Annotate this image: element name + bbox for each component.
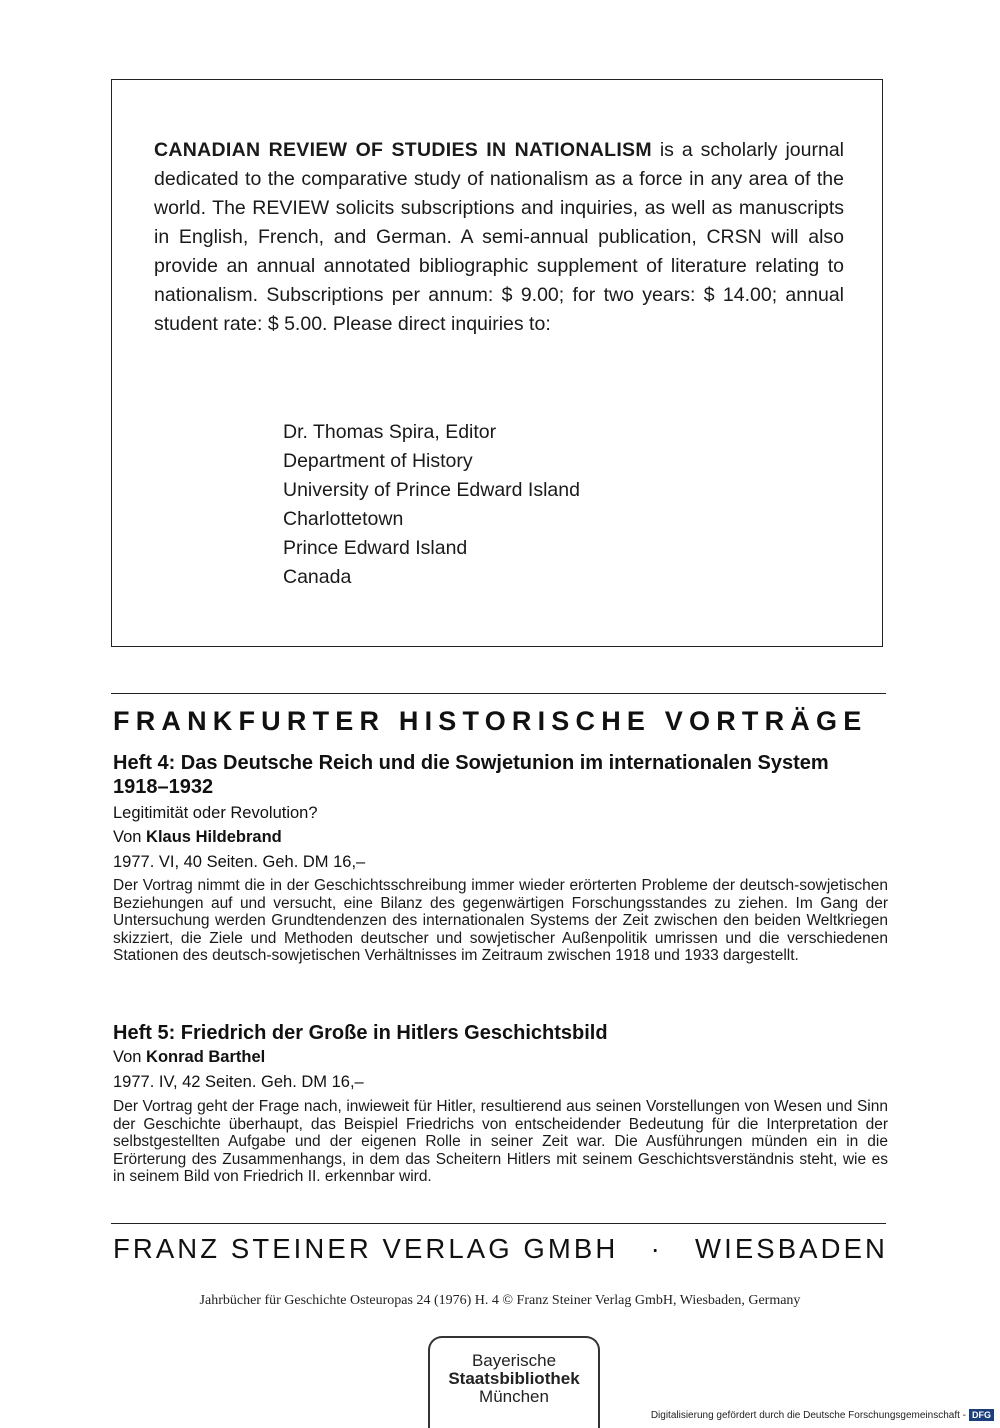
address-line: Dr. Thomas Spira, Editor xyxy=(283,421,497,443)
top-divider xyxy=(111,693,886,694)
journal-description: is a scholarly journal dedicated to the comparative study of nationalism as a force in any area of the world. The REVIEW solicits subscriptions and inquiries, as well as manuscripts in English, French, and German. A semi-annual publication, CRSN will also provide an annual annotated bibliographic supplement of literature relating to nationalism. Subscriptions per annum: $ 9.00; for two years: $ 14.00; annual student rate: $ 5.00. Please direct inquiries to: xyxy=(154,139,844,335)
publisher-city: WIESBADEN xyxy=(695,1233,888,1264)
bottom-divider xyxy=(111,1223,886,1224)
heft5-details: 1977. IV, 42 Seiten. Geh. DM 16,– xyxy=(113,1073,364,1091)
stamp-line: Staatsbibliothek xyxy=(448,1369,580,1388)
author-prefix: Von xyxy=(113,828,147,846)
heft5-author: Konrad Barthel xyxy=(146,1048,266,1066)
address-line: Charlottetown xyxy=(283,508,404,530)
heft4-subtitle: Legitimität oder Revolution? xyxy=(113,804,318,822)
heft4-title: Heft 4: Das Deutsche Reich und die Sowjetunion im internationalen System 1918–1932 xyxy=(113,752,829,798)
digitization-credit-text: Digitalisierung gefördert durch die Deutsche Forschungsgemeinschaft - xyxy=(650,1409,966,1421)
publisher-name: FRANZ STEINER VERLAG GMBH xyxy=(113,1233,619,1264)
author-prefix: Von xyxy=(113,1048,147,1066)
stamp-line: München xyxy=(479,1387,549,1406)
digitization-credit xyxy=(651,1409,994,1421)
heft5-title: Heft 5: Friedrich der Große in Hitlers Geschichtsbild xyxy=(113,1022,608,1044)
dfg-logo-icon: DFG xyxy=(969,1409,994,1421)
address-line: Department of History xyxy=(283,450,473,472)
journal-citation: Jahrbücher für Geschichte Osteuropas 24 (1976) H. 4 © Franz Steiner Verlag GmbH, Wiesbaden, Germany xyxy=(199,1293,801,1308)
publisher-separator: · xyxy=(650,1233,663,1264)
heft5-description: Der Vortrag geht der Frage nach, inwieweit für Hitler, resultierend aus seinen Vorstellungen von Wesen und Sinn der Geschichte überhaupt, das Beispiel Friedrichs von entscheidender Bedeutung für die Interpretation der selbstgestellten Aufgabe und der eigenen Rolle in seiner Zeit war. Die Ausführungen münden ein in die Erörterung des Zusammenhangs, in dem das Scheitern Hitlers mit seinem Geschichtsverständnis steht, wie es in seinem Bild von Friedrich II. erkennbar wird. xyxy=(113,1098,888,1186)
stamp-line: Bayerische xyxy=(471,1351,557,1370)
journal-name: CANADIAN REVIEW OF STUDIES IN NATIONALISM xyxy=(154,139,652,161)
heft4-author-line xyxy=(113,826,282,848)
address-line: Prince Edward Island xyxy=(283,537,468,559)
address-line: University of Prince Edward Island xyxy=(283,479,580,501)
heft4-details: 1977. VI, 40 Seiten. Geh. DM 16,– xyxy=(113,853,366,871)
editor-address xyxy=(283,418,580,592)
library-stamp xyxy=(428,1336,600,1428)
heft4-author: Klaus Hildebrand xyxy=(146,828,282,846)
heft4-description: Der Vortrag nimmt die in der Geschichtsschreibung immer wieder erörterten Probleme der deutsch-sowjetischen Beziehungen auf und versucht, eine Bilanz des gegenwärtigen Forschungsstandes zu ziehen. Im Gang der Untersuchung werden Grundtendenzen des internationalen Systems der Zeit zwischen den beiden Weltkriegen skizziert, die Ziele und Methoden deutscher und sowjetischer Außenpolitik umrissen und die verschiedenen Stationen des deutsch-sowjetischen Verhältnisses im Zeitraum zwischen 1918 und 1933 dargestellt. xyxy=(113,877,888,965)
heft5-author-line xyxy=(113,1046,265,1068)
journal-advertisement-box xyxy=(111,79,883,647)
address-line: Canada xyxy=(283,566,352,588)
series-title: FRANKFURTER HISTORISCHE VORTRÄGE xyxy=(113,706,868,736)
publisher-line xyxy=(113,1233,888,1265)
journal-advertisement-text xyxy=(154,136,844,339)
